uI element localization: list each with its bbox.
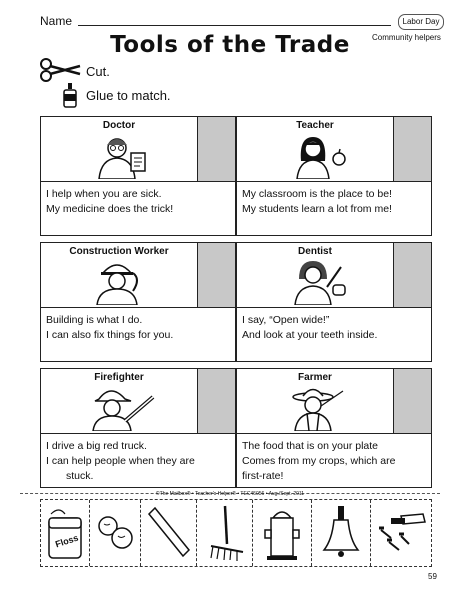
- card-dentist: [236, 242, 432, 362]
- fire-hydrant-icon: [253, 500, 311, 566]
- cutout-cotton-balls[interactable]: [90, 500, 141, 566]
- card-text-line: first-rate!: [242, 470, 284, 482]
- card-text-line: I say, “Open wide!”: [242, 314, 330, 326]
- card-text-line: Comes from my crops, which are: [242, 455, 396, 467]
- glue-instruction: Glue to match.: [86, 88, 171, 103]
- cutout-ruler[interactable]: [141, 500, 197, 566]
- card-farmer: [236, 368, 432, 488]
- dentist-illustration-icon: [277, 257, 357, 305]
- rake-icon: [197, 500, 252, 566]
- cotton-balls-icon: [90, 500, 140, 566]
- bell-icon: [312, 500, 370, 566]
- card-firefighter: [40, 368, 236, 488]
- cutout-bell[interactable]: [312, 500, 371, 566]
- card-text-line: I can help people when they are: [46, 455, 195, 467]
- card-text-line: I drive a big red truck.: [46, 440, 147, 452]
- doctor-illustration-icon: [81, 131, 161, 179]
- farmer-illustration-icon: [277, 383, 357, 431]
- cutout-fire-hydrant[interactable]: [253, 500, 312, 566]
- labor-day-tag: Labor Day: [398, 14, 444, 30]
- card-text-line: My classroom is the place to be!: [242, 188, 392, 200]
- floss-label: Floss: [54, 532, 80, 550]
- job-title: Firefighter: [94, 372, 144, 383]
- community-helpers-label: Community helpers: [372, 33, 441, 42]
- scissors-icon: [38, 58, 82, 82]
- name-line[interactable]: [78, 25, 391, 26]
- cutout-strip: [40, 499, 432, 567]
- ruler-icon: [141, 500, 196, 566]
- job-title: Construction Worker: [69, 246, 169, 257]
- card-text-line: My students learn a lot from me!: [242, 203, 392, 215]
- construction-worker-illustration-icon: [81, 257, 161, 305]
- teacher-illustration-icon: [277, 131, 357, 179]
- card-text-line: Building is what I do.: [46, 314, 143, 326]
- card-text-line: I help when you are sick.: [46, 188, 162, 200]
- cutout-hammer-nails[interactable]: [371, 500, 431, 566]
- card-teacher: [236, 116, 432, 236]
- firefighter-illustration-icon: [81, 383, 161, 431]
- name-label: Name: [40, 14, 73, 28]
- cut-instruction: Cut.: [86, 64, 110, 79]
- card-text-line: I can also fix things for you.: [46, 329, 174, 341]
- job-title: Teacher: [296, 120, 334, 131]
- card-text-line: My medicine does the trick!: [46, 203, 174, 215]
- cutout-floss[interactable]: [41, 500, 90, 566]
- credit-line: ©The Mailbox® • Teacher's Helper® • TEC45056 • Aug./Sept. 2011: [155, 491, 305, 497]
- job-title: Doctor: [102, 120, 136, 131]
- card-text-line: And look at your teeth inside.: [242, 329, 378, 341]
- page-title: Tools of the Trade: [110, 32, 350, 58]
- page-number: 59: [428, 572, 437, 581]
- glue-bottle-icon: [62, 82, 78, 108]
- cutout-rake[interactable]: [197, 500, 253, 566]
- card-text-line: The food that is on your plate: [242, 440, 379, 452]
- job-title: Dentist: [298, 246, 332, 257]
- hammer-nails-icon: [371, 500, 431, 566]
- floss-icon: [41, 500, 89, 566]
- card-text-line: stuck.: [66, 470, 94, 482]
- card-doctor: [40, 116, 236, 236]
- card-construction-worker: [40, 242, 236, 362]
- job-title: Farmer: [298, 372, 332, 383]
